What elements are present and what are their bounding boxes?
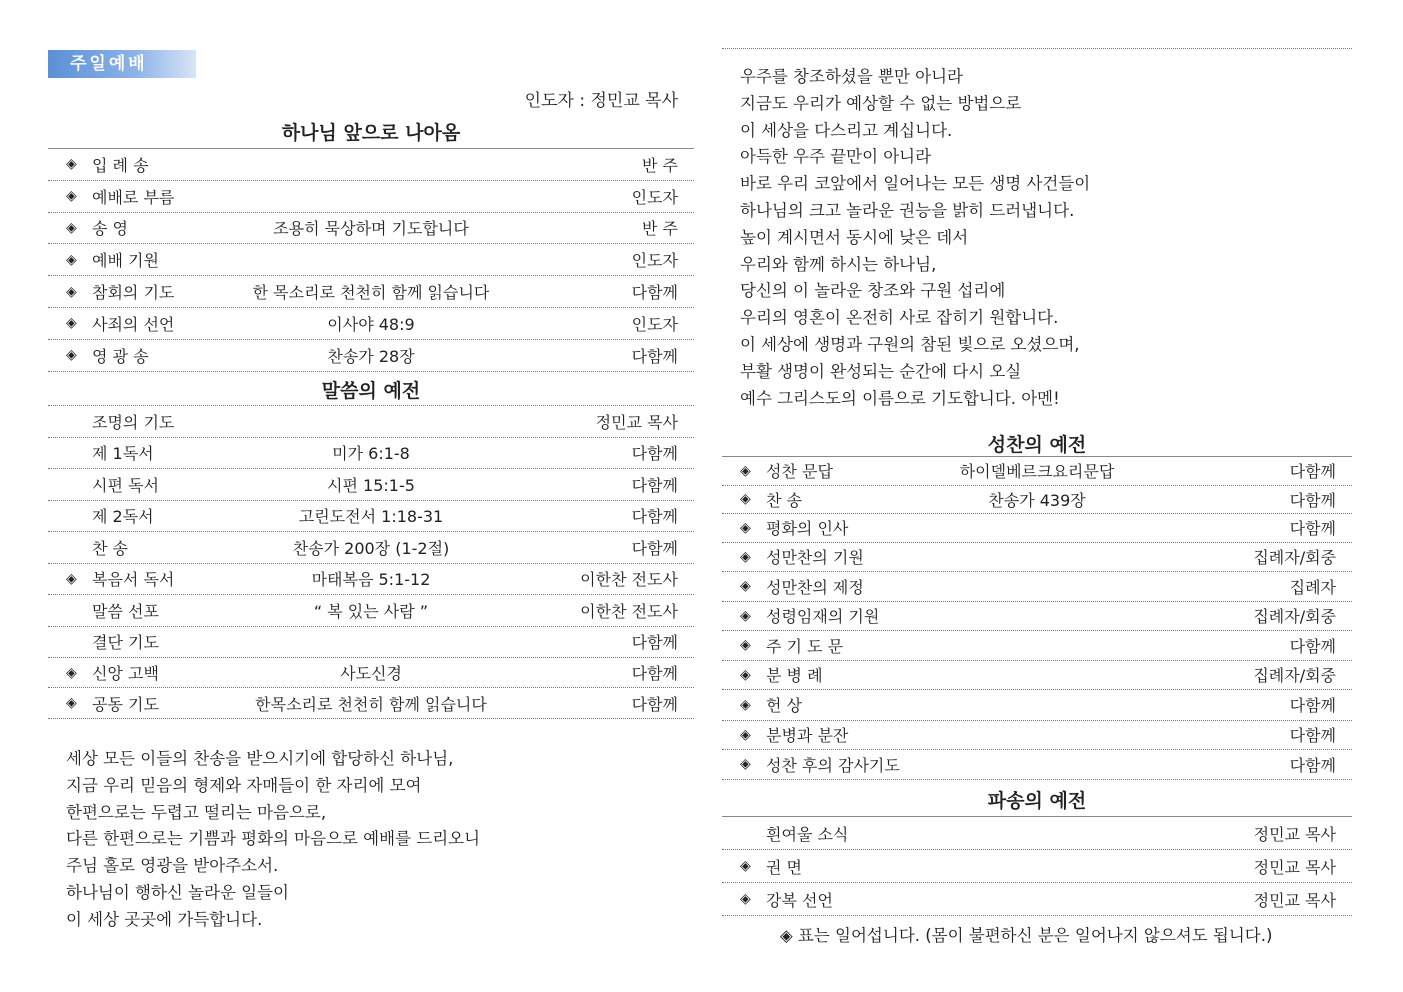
order-list-sending [722,816,1352,916]
mark-icon: ◈ [740,637,751,654]
order-label: 입 례 송 [92,155,149,175]
order-person: 인도자 [631,314,678,334]
order-person: 다함께 [1289,519,1336,539]
order-detail: 고린도전서 1:18-31 [298,507,444,527]
order-detail: “ 복 있는 사람 ” [313,601,429,621]
order-person: 다함께 [1289,696,1336,716]
prayer-line: 부활 생명이 완성되는 순간에 다시 오실 [740,361,1022,381]
order-detail [722,750,1352,779]
order-label: 시편 독서 [92,475,159,495]
order-label: 주 기 도 문 [766,636,844,656]
order-person: 집례자/회중 [1253,607,1336,627]
order-detail: 찬송가 439장 [988,490,1086,510]
order-label: 평화의 인사 [766,519,849,539]
order-label: 찬 송 [766,490,802,510]
order-person: 집례자/회중 [1253,548,1336,568]
order-detail [722,514,1352,542]
order-row [722,690,1352,721]
mark-icon: ◈ [740,578,751,595]
mark-icon: ◈ [740,607,751,624]
order-label: 성만찬의 제정 [766,577,864,597]
order-label: 조명의 기도 [92,412,175,432]
order-detail: 사도신경 [340,664,402,683]
order-label: 참회의 기도 [92,283,175,303]
leader-line: 인도자 : 정민교 목사 [524,91,678,111]
order-detail: 미가 6:1-8 [332,444,410,464]
order-label: 강복 선언 [766,890,833,910]
order-person: 다함께 [1289,726,1336,746]
order-row [48,595,694,627]
order-row [722,514,1352,543]
order-row [48,501,694,533]
order-row [48,276,694,308]
order-row [48,406,694,438]
order-label: 제 1독서 [92,444,154,464]
prayer-line: 아득한 우주 끝만이 아니라 [740,147,932,167]
order-detail [722,721,1352,750]
prayer-line: 당신의 이 놀라운 창조와 구원 섭리에 [740,281,1006,301]
worship-badge: 주일예배 [48,50,196,78]
order-detail: 이사야 48:9 [327,314,415,334]
order-row [48,213,694,245]
order-row [722,457,1352,486]
section-title-communion: 성찬의 예전 [987,434,1087,456]
section-title-word: 말씀의 예전 [321,380,421,402]
order-row [48,469,694,501]
mark-icon: ◈ [66,570,77,587]
order-person: 집례자 [1289,577,1336,597]
prayer-line: 바로 우리 코앞에서 일어나는 모든 생명 사건들이 [740,174,1091,194]
order-detail: 찬송가 28장 [327,346,415,366]
order-row [722,850,1352,883]
order-detail: 하이델베르크요리문답 [959,462,1115,482]
prayer-line: 이 세상을 다스리고 계십니다. [740,120,953,140]
order-person: 다함께 [631,664,678,683]
order-label: 성령임재의 기원 [766,607,880,627]
prayer-line: 이 세상에 생명과 구원의 참된 빛으로 오셨으며, [740,334,1080,354]
order-person: 다함께 [631,633,678,653]
prayer-line: 하나님의 크고 놀라운 권능을 밝히 드러냅니다. [740,200,1075,220]
order-person: 다함께 [1289,462,1336,482]
order-person: 반 주 [642,155,678,175]
order-row [48,340,694,372]
order-row [722,572,1352,602]
order-label: 성만찬의 기원 [766,548,864,568]
standing-note: ◈ 표는 일어섭니다. (몸이 불편하신 분은 일어나지 않으셔도 됩니다.) [780,926,1273,945]
mark-icon: ◈ [740,519,751,536]
prayer-text-left [66,746,480,934]
section-title-sending: 파송의 예전 [987,790,1087,812]
order-person: 이한찬 전도사 [580,570,678,590]
order-detail: 조용히 묵상하며 기도합니다 [273,219,469,239]
order-label: 말씀 선포 [92,601,159,621]
order-label: 권 면 [766,857,802,877]
order-person: 다함께 [631,507,678,527]
prayer-line: 지금 우리 믿음의 형제와 자매들이 한 자리에 모여 [66,775,422,795]
order-person: 다함께 [631,346,678,366]
order-detail: 마태복음 5:1-12 [311,570,431,590]
order-person: 다함께 [631,475,678,495]
mark-icon: ◈ [740,548,751,565]
mark-icon: ◈ [740,726,751,743]
order-row [722,661,1352,691]
mark-icon: ◈ [740,491,751,508]
mark-icon: ◈ [740,891,751,907]
mark-icon: ◈ [66,251,77,268]
order-label: 공동 기도 [92,694,159,714]
order-person: 정민교 목사 [1253,890,1336,910]
order-label: 제 2독서 [92,507,154,527]
order-detail: 한 목소리로 천천히 함께 읽습니다 [252,283,490,303]
order-person: 정민교 목사 [595,412,678,432]
mark-icon: ◈ [66,156,77,173]
order-label: 분병과 분잔 [766,726,849,746]
order-detail [48,181,694,212]
prayer-line: 높이 계시면서 동시에 낮은 데서 [740,227,969,247]
order-person: 다함께 [631,538,678,558]
order-list-approach [48,148,694,372]
order-label: 결단 기도 [92,633,159,653]
mark-icon: ◈ [66,283,77,300]
order-person: 다함께 [1289,636,1336,656]
mark-icon: ◈ [740,756,751,773]
prayer-text-right [740,64,1090,412]
order-person: 집례자/회중 [1253,666,1336,686]
order-person: 이한찬 전도사 [580,601,678,621]
prayer-line: 다른 한편으로는 기쁨과 평화의 마음으로 예배를 드리오니 [66,829,481,849]
order-person: 다함께 [631,694,678,714]
order-row [48,181,694,213]
order-detail [722,690,1352,720]
order-label: 성찬 후의 감사기도 [766,755,900,775]
order-label: 찬 송 [92,538,128,558]
order-detail: 한목소리로 천천히 함께 읽습니다 [255,694,487,714]
order-row [722,486,1352,515]
order-row [48,532,694,564]
order-person: 반 주 [642,219,678,239]
order-label: 예배 기원 [92,251,159,271]
order-label: 복음서 독서 [92,570,175,590]
order-person: 다함께 [631,444,678,464]
prayer-line: 우주를 창조하셨을 뿐만 아니라 [740,67,963,86]
mark-icon: ◈ [66,695,77,711]
mark-icon: ◈ [740,696,751,713]
order-label: 신앙 고백 [92,664,159,683]
order-person: 인도자 [631,251,678,271]
order-detail [48,627,694,658]
order-person: 다함께 [631,283,678,303]
order-row [48,658,694,688]
order-label: 분 병 례 [766,666,823,686]
order-row [48,149,694,181]
mark-icon: ◈ [66,347,77,364]
prayer-line: 주님 홀로 영광을 받아주소서. [66,856,279,876]
order-row [722,543,1352,573]
order-row [48,564,694,596]
order-detail [48,244,694,275]
top-divider [722,48,1352,49]
right-page [722,0,1352,992]
prayer-line: 한편으로는 두렵고 떨리는 마음으로, [66,802,327,822]
left-page [48,0,694,992]
order-person: 다함께 [1289,755,1336,775]
order-row [48,438,694,470]
order-row [722,631,1352,661]
order-detail: 찬송가 200장 (1-2절) [292,538,450,558]
order-person: 정민교 목사 [1253,824,1336,844]
order-label: 영 광 송 [92,346,149,366]
order-detail [722,572,1352,601]
order-row [48,308,694,340]
order-row [48,688,694,719]
order-label: 사죄의 선언 [92,314,175,334]
order-label: 송 영 [92,219,128,239]
mark-icon: ◈ [740,858,751,874]
order-row [722,817,1352,850]
prayer-line: 하나님이 행하신 놀라운 일들이 [66,882,289,902]
order-row [722,750,1352,780]
mark-icon: ◈ [66,315,77,332]
order-person: 다함께 [1289,490,1336,510]
order-label: 흰여울 소식 [766,824,849,844]
order-row [722,721,1352,751]
mark-icon: ◈ [66,664,77,681]
prayer-line: 예수 그리스도의 이름으로 기도합니다. 아멘! [740,388,1060,408]
mark-icon: ◈ [66,219,77,236]
order-person: 인도자 [631,187,678,207]
mark-icon: ◈ [66,188,77,205]
order-list-word [48,405,694,719]
order-row [48,627,694,659]
mark-icon: ◈ [740,462,751,479]
order-detail [48,149,694,180]
prayer-line: 우리와 함께 하시는 하나님, [740,254,937,274]
order-detail [722,631,1352,660]
prayer-line: 지금도 우리가 예상할 수 없는 방법으로 [740,93,1022,113]
order-label: 헌 상 [766,696,802,716]
order-person: 정민교 목사 [1253,857,1336,877]
order-detail: 시편 15:1-5 [327,475,415,495]
order-row [722,602,1352,632]
prayer-line: 이 세상 곳곳에 가득합니다. [66,909,263,929]
order-label: 성찬 문답 [766,462,833,482]
order-row [722,883,1352,916]
order-row [48,244,694,276]
mark-icon: ◈ [740,666,751,683]
order-label: 예배로 부름 [92,187,175,207]
prayer-line: 우리의 영혼이 온전히 사로 잡히기 원합니다. [740,308,1059,328]
order-list-communion [722,456,1352,780]
section-title-approach: 하나님 앞으로 나아옴 [281,122,461,144]
prayer-line: 세상 모든 이들의 찬송을 받으시기에 합당하신 하나님, [66,749,454,768]
